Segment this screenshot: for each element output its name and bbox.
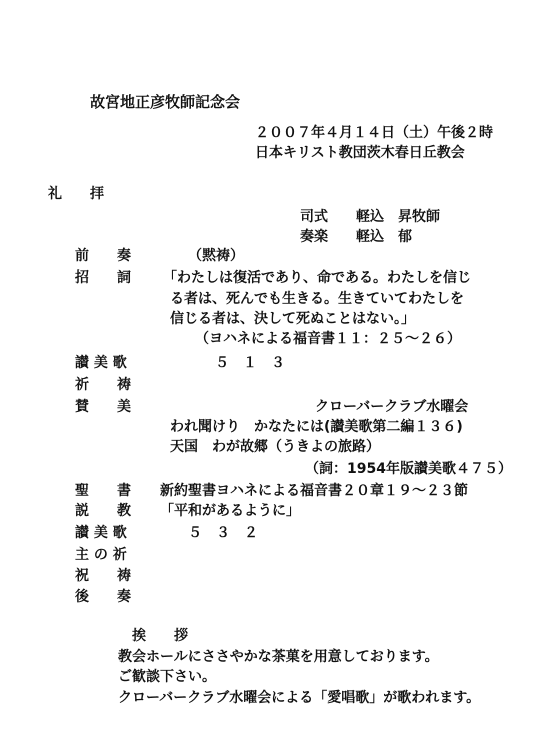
anthem-label: 賛 美 [75, 399, 131, 415]
anthem-performer: クローバークラブ水曜会 [315, 399, 469, 415]
hymn1-label: 讃 美 歌 [75, 355, 127, 371]
call-line-3: 信じる者は、決して死ぬことはない。」 [170, 311, 415, 327]
section-title: 礼 拝 [48, 186, 104, 202]
musician: 奏楽 軽込 郁 [300, 229, 412, 245]
benediction-label: 祝 祷 [75, 568, 131, 584]
greeting-label: 挨 拶 [132, 628, 188, 644]
prelude-text: （黙祷） [188, 248, 244, 264]
lords-prayer-label: 主 の 祈 [75, 547, 127, 563]
call-label: 招 詞 [75, 270, 131, 286]
scripture-text: 新約聖書ヨハネによる福音書２０章１９〜２３節 [160, 483, 468, 499]
call-line-2: る者は、死んでも生きる。生きていてわたしを [170, 291, 464, 307]
anthem-note: （詞：1954年版讃美歌４７５） [305, 461, 512, 477]
hymn2-label: 讃 美 歌 [75, 525, 127, 541]
presider: 司式 軽込 昇牧師 [300, 209, 440, 225]
call-reference: （ヨハネによる福音書１１：２５〜２６） [195, 331, 461, 347]
anthem-song-1: われ聞けり かなたには(讃美歌第二編１３６) [170, 419, 463, 435]
anthem-song-2: 天国 わが故郷（うきよの旅路） [170, 439, 380, 455]
call-line-1: 「わたしは復活であり、命である。わたしを信じ [163, 270, 471, 286]
prayer-label: 祈 祷 [75, 377, 131, 393]
sermon-label: 説 教 [75, 503, 131, 519]
page-title: 故宮地正彦牧師記念会 [90, 93, 241, 111]
scripture-label: 聖 書 [75, 483, 131, 499]
greeting-line-1: 教会ホールにささやかな茶菓を用意しております。 [118, 649, 439, 665]
church-name: 日本キリスト教団茨木春日丘教会 [255, 145, 465, 161]
hymn2-number: ５ ３ ２ [188, 525, 258, 541]
greeting-line-2: ご歓談下さい。 [118, 669, 216, 685]
prelude-label: 前 奏 [75, 248, 131, 264]
event-date: ２００７年４月１４日（土）午後２時 [255, 125, 493, 141]
greeting-line-3: クローバークラブ水曜会による「愛唱歌」が歌われます。 [118, 690, 481, 706]
sermon-title: 「平和があるように」 [160, 503, 300, 519]
postlude-label: 後 奏 [75, 589, 131, 605]
hymn1-number: ５ １ ３ [215, 355, 285, 371]
